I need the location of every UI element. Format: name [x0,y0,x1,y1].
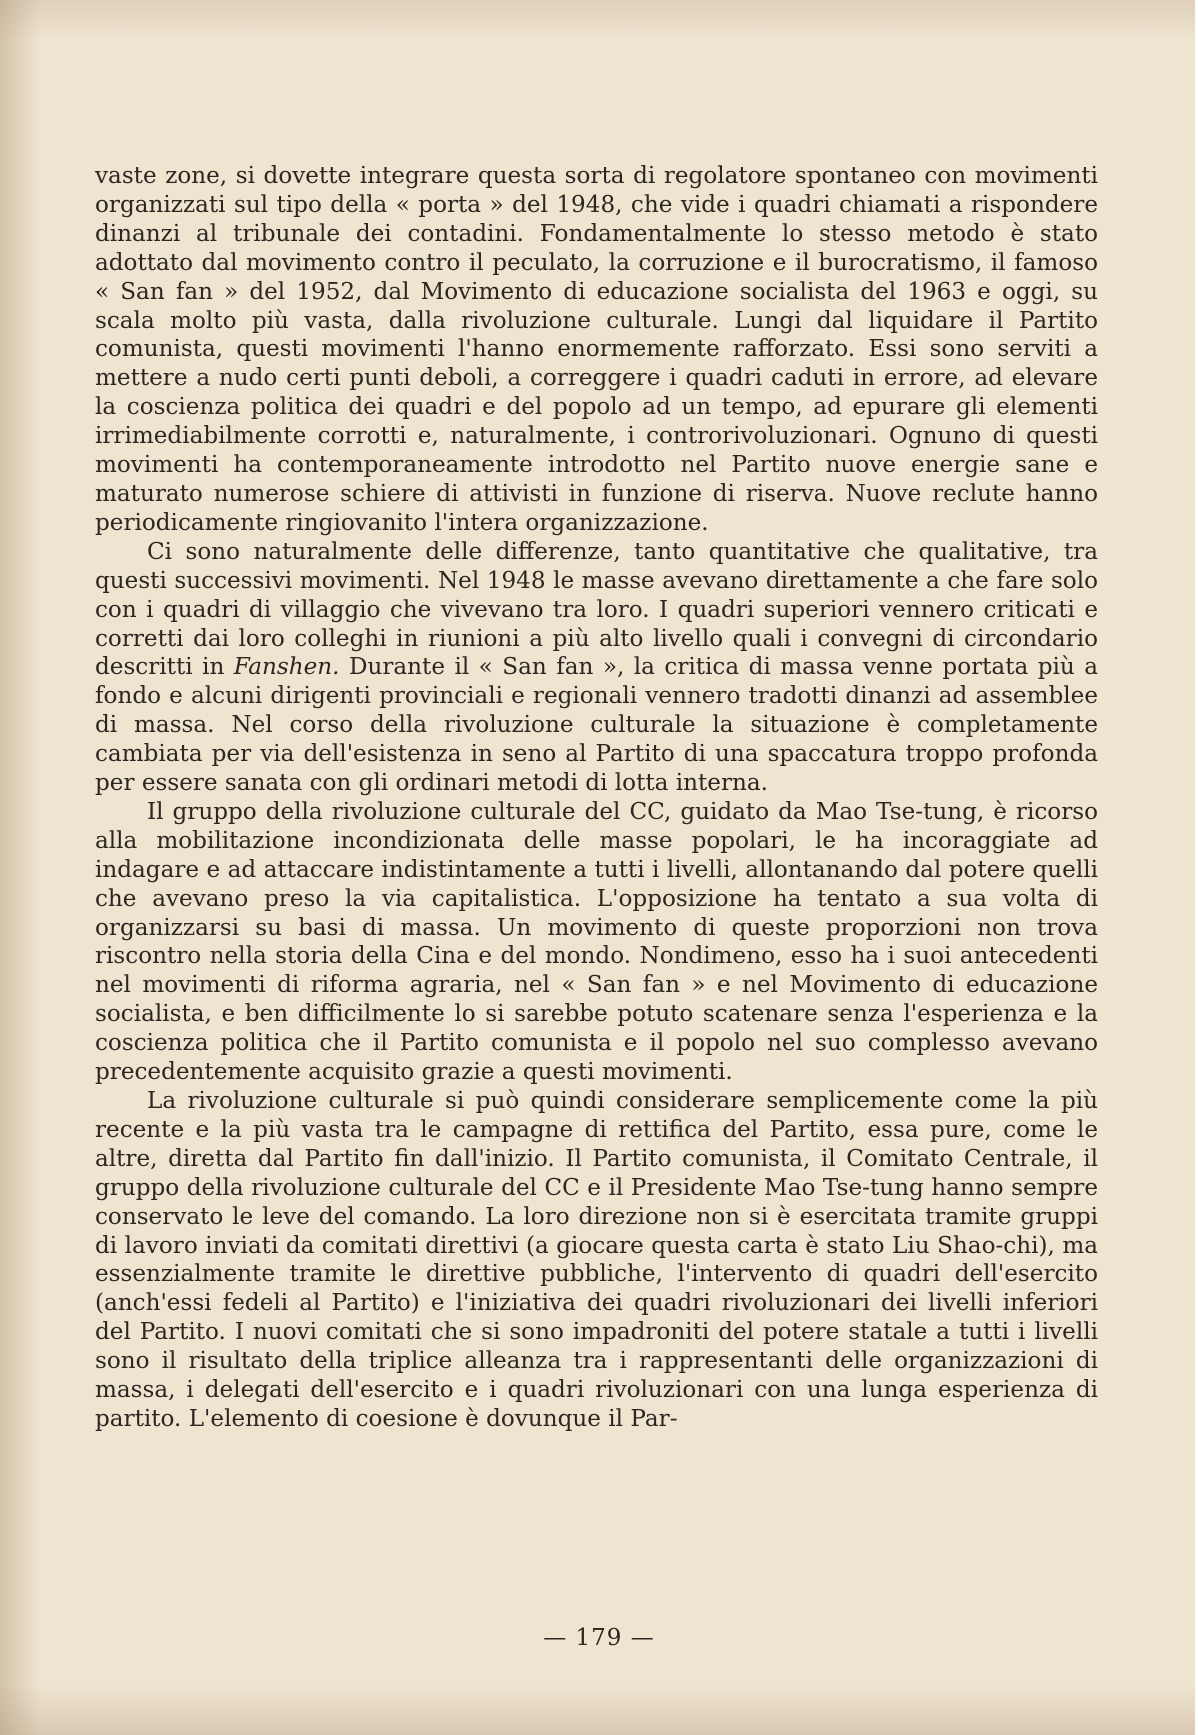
paragraph-text: La rivoluzione culturale si può quindi considerare semplicemente come la più recente e la più vasta tra le campagne di rettifica del Partito, essa pure, come le altre, diretta dal Partito fin dall'inizio. Il Partito comunista, il Comitato Centrale, il gruppo della rivoluzione culturale del CC e il Presidente Mao Tse-tung hanno sempre conservato le leve del comando. La loro direzione non si è esercitata tramite gruppi di lavoro inviati da comitati direttivi (a giocare questa carta è stato Liu Shao-chi), ma essenzialmente tramite le direttive pubbliche, l'intervento di quadri dell'esercito (anch'essi fedeli al Partito) e l'iniziativa dei quadri rivoluzionari dei livelli inferiori del Partito. I nuovi comitati che si sono impadroniti del potere statale a tutti i livelli sono il risultato della triplice alleanza tra i rappresentanti delle organizzazioni di massa, i delegati dell'esercito e i quadri rivoluzionari con una lunga esperienza di partito. L'elemento di coesione è dovunque il Par- [95,1088,1098,1432]
paragraph-text: vaste zone, si dovette integrare questa sorta di regolatore spontaneo con movimenti organizzati sul tipo della « porta » del 1948, che vide i quadri chiamati a rispondere dinanzi al tribunale dei contadini. Fondamentalmente lo stesso metodo è stato adottato dal movimento contro il peculato, la corruzione e il burocratismo, il famoso « San fan » del 1952, dal Movimento di educazione socialista del 1963 e oggi, su scala molto più vasta, dalla rivoluzione culturale. Lungi dal liquidare il Partito comunista, questi movimenti l'hanno enormemente rafforzato. Essi sono serviti a mettere a nudo certi punti deboli, a correggere i quadri caduti in errore, ad elevare la coscienza politica dei quadri e del popolo ad un tempo, ad epurare gli elementi irrimediabilmente corrotti e, naturalmente, i controrivoluzionari. Ognuno di questi movimenti ha contemporaneamente introdotto nel Partito nuove energie sane e maturato numerose schiere di attivisti in funzione di riserva. Nuove reclute hanno periodicamente ringiovanito l'intera organizzazione. [95,163,1098,536]
paragraph [95,1087,1098,1434]
page-number: — 179 — [543,1625,655,1651]
italic-title: Fanshen. [233,654,340,681]
paragraph [95,162,1098,538]
body-text [95,162,1098,1434]
paragraph [95,798,1098,1087]
paragraph-text: Ci sono naturalmente delle differenze, tanto quantitative che qualitative, tra questi successivi movimenti. Nel 1948 le masse avevano direttamente a che fare solo con i quadri di villaggio che vivevano tra loro. I quadri superiori vennero criticati e corretti dai loro colleghi in riunioni a più alto livello quali i convegni di circondario descritti in [95,538,1098,681]
paragraph-text: Durante il « San fan », la critica di massa venne portata più a fondo e alcuni dirigenti provinciali e regionali vennero tradotti dinanzi ad assemblee di massa. Nel corso della rivoluzione culturale la situazione è completamente cambiata per via dell'esistenza in seno al Partito di una spaccatura troppo profonda per essere sanata con gli ordinari metodi di lotta interna. [95,654,1098,797]
paragraph-text: Il gruppo della rivoluzione culturale del CC, guidato da Mao Tse-tung, è ricorso alla mobilitazione incondizionata delle masse popolari, le ha incoraggiate ad indagare e ad attaccare indistintamente a tutti i livelli, allontanando dal potere quelli che avevano preso la via capitalistica. L'opposizione ha tentato a sua volta di organizzarsi su basi di massa. Un movimento di queste proporzioni non trova riscontro nella storia della Cina e del mondo. Nondimeno, esso ha i suoi antecedenti nel movimenti di riforma agraria, nel « San fan » e nel Movimento di educazione socialista, e ben difficilmente lo si sarebbe potuto scatenare senza l'esperienza e la coscienza politica che il Partito comunista e il popolo nel suo complesso avevano precedentemente acquisito grazie a questi movimenti. [95,798,1098,1086]
paragraph [95,538,1098,798]
